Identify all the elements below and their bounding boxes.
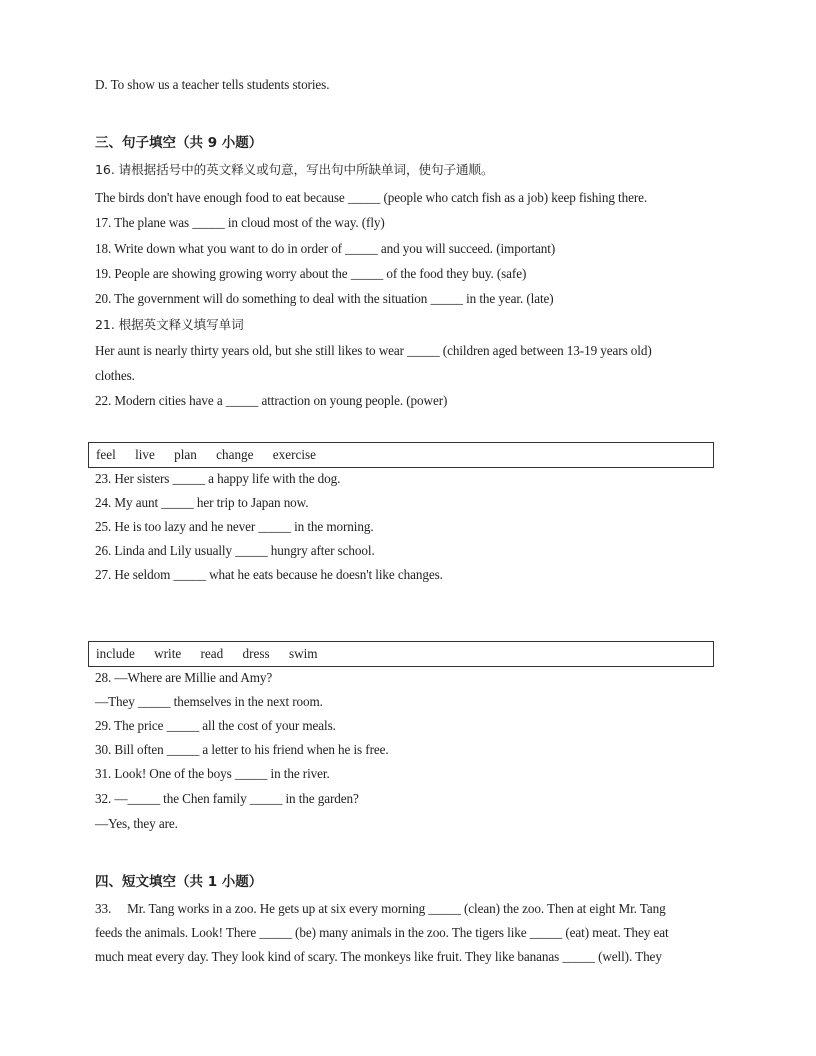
question-22: 22. Modern cities have a _____ attraction on young people. (power) bbox=[95, 393, 448, 408]
question-33-line1: 33. Mr. Tang works in a zoo. He gets up at six every morning _____ (clean) the zoo. Then at eight Mr. Tang bbox=[95, 901, 666, 916]
question-26: 26. Linda and Lily usually _____ hungry after school. bbox=[95, 543, 375, 558]
word-box-1-word: plan bbox=[174, 447, 197, 462]
question-24: 24. My aunt _____ her trip to Japan now. bbox=[95, 495, 309, 510]
word-box-2-word: write bbox=[154, 646, 182, 661]
question-32-line1: 32. —_____ the Chen family _____ in the garden? bbox=[95, 791, 359, 806]
question-33-line3: much meat every day. They look kind of scary. The monkeys like fruit. They like bananas _____ (well). They bbox=[95, 949, 662, 964]
word-box-2-word: include bbox=[96, 646, 135, 661]
question-23: 23. Her sisters _____ a happy life with the dog. bbox=[95, 471, 341, 486]
question-32-line2: —Yes, they are. bbox=[95, 816, 178, 831]
question-28-line1: 28. —Where are Millie and Amy? bbox=[95, 670, 273, 685]
question-21-text-line1: Her aunt is nearly thirty years old, but she still likes to wear _____ (children aged between 13-19 years old) bbox=[95, 343, 652, 358]
question-30: 30. Bill often _____ a letter to his friend when he is free. bbox=[95, 742, 389, 757]
question-25: 25. He is too lazy and he never _____ in the morning. bbox=[95, 519, 374, 534]
question-16-instruction: 16. 请根据括号中的英文释义或句意，写出句中所缺单词，使句子通顺。 bbox=[95, 162, 494, 177]
word-box-1-word: feel bbox=[96, 447, 116, 462]
question-29: 29. The price _____ all the cost of your meals. bbox=[95, 718, 336, 733]
question-17: 17. The plane was _____ in cloud most of the way. (fly) bbox=[95, 215, 385, 230]
question-16-text: The birds don't have enough food to eat because _____ (people who catch fish as a job) keep fishing there. bbox=[95, 190, 648, 205]
section-4-heading: 四、短文填空（共 1 小题） bbox=[95, 874, 263, 890]
question-18: 18. Write down what you want to do in order of _____ and you will succeed. (important) bbox=[95, 241, 556, 256]
section-3-heading: 三、句子填空（共 9 小题） bbox=[95, 135, 263, 151]
word-box-2 bbox=[88, 641, 714, 667]
question-20: 20. The government will do something to deal with the situation _____ in the year. (late) bbox=[95, 291, 554, 306]
question-21-instruction: 21. 根据英文释义填写单词 bbox=[95, 317, 244, 332]
question-31: 31. Look! One of the boys _____ in the river. bbox=[95, 766, 330, 781]
word-box-1-word: live bbox=[135, 447, 155, 462]
question-27: 27. He seldom _____ what he eats because he doesn't like changes. bbox=[95, 567, 443, 582]
question-21-text-line2: clothes. bbox=[95, 368, 135, 383]
option-d: D. To show us a teacher tells students stories. bbox=[95, 77, 330, 92]
word-box-1 bbox=[88, 442, 714, 468]
question-33-line2: feeds the animals. Look! There _____ (be) many animals in the zoo. The tigers like _____ (eat) meat. They eat bbox=[95, 925, 669, 940]
question-19: 19. People are showing growing worry about the _____ of the food they buy. (safe) bbox=[95, 266, 527, 281]
word-box-2-word: swim bbox=[288, 646, 318, 661]
word-box-2-word: dress bbox=[242, 646, 270, 661]
word-box-1-word: exercise bbox=[272, 447, 316, 462]
word-box-2-word: read bbox=[200, 646, 224, 661]
question-28-line2: —They _____ themselves in the next room. bbox=[95, 694, 323, 709]
word-box-1-word: change bbox=[216, 447, 254, 462]
